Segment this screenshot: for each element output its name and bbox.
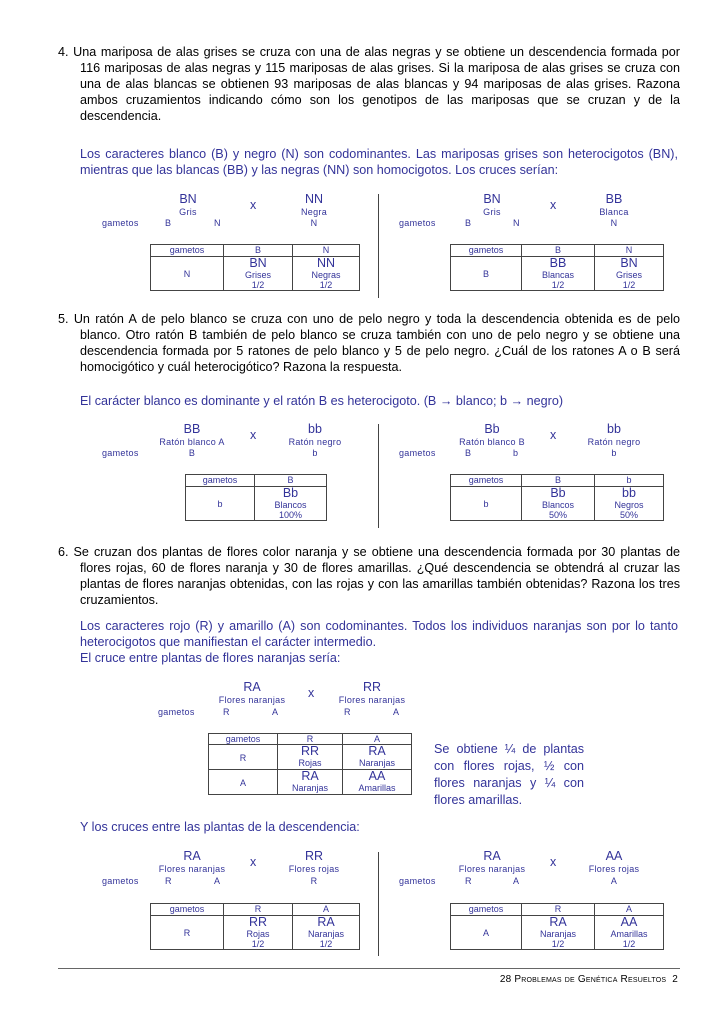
offspring-cell: RA Naranjas 1/2 (522, 916, 595, 950)
cross-symbol: x (250, 855, 257, 869)
offspring-cell: AA Amarillas 1/2 (595, 916, 664, 950)
gamete-row: R (209, 745, 278, 770)
gamete: N (310, 218, 318, 228)
problem-5-statement: 5. Un ratón A de pelo blanco se cruza con uno de pelo negro y toda la descendencia obtenida es de pelo blanco. Otro ratón B también de pelo blanco se cruza también con uno de pelo negro y se obtiene una descendencia formada por 5 ratones de pelo blanco y 5 de pelo negro. ¿Cuál de los ratones A o B será homocigótico y cuál heterocigótico? Razona la respuesta. (58, 312, 680, 374)
parent-genotype: RR (304, 849, 324, 863)
parent-phenotype: Gris (179, 207, 197, 217)
problem-5-answer: El carácter blanco es dominante y el ratón B es heterocigoto. (B → blanco; b → negro) (80, 394, 564, 408)
offspring-cell: Bb Blancos 100% (255, 487, 327, 521)
punnett-square (450, 244, 664, 291)
gamete: N (214, 218, 221, 228)
parent-phenotype: Negra (300, 207, 327, 217)
parent-genotype: RA (183, 849, 201, 863)
gamete-row: b (186, 487, 255, 521)
gametes-header: gametos (186, 475, 255, 487)
punnett-square (450, 903, 664, 950)
gamete-column: R (522, 904, 595, 916)
offspring-cell: RA Naranjas (278, 770, 343, 795)
gamete: R (344, 707, 351, 717)
gametes-header: gametos (451, 245, 522, 257)
gamete: A (513, 876, 520, 886)
gametes-header: gametos (451, 475, 522, 487)
parent-genotype: bb (607, 422, 621, 436)
offspring-cell: BB Blancas 1/2 (522, 257, 595, 291)
gamete: A (393, 707, 400, 717)
cross-symbol: x (250, 428, 257, 442)
gametes-label: gametos (102, 448, 139, 458)
divider (378, 852, 379, 956)
offspring-cell: NN Negras 1/2 (293, 257, 360, 291)
parent-genotype: Bb (484, 422, 500, 436)
gamete-row: A (209, 770, 278, 795)
gametes-header: gametos (209, 734, 278, 745)
gamete: B (188, 448, 196, 458)
parent-phenotype: Ratón negro (587, 437, 641, 447)
gametes-label: gametos (399, 876, 436, 886)
cross-result: Se obtiene ¼ de plantas con flores rojas, ½ con flores naranjas y ¼ con flores amarillas. (434, 742, 584, 807)
gametes-label: gametos (158, 707, 195, 717)
parent-phenotype: Flores naranjas (458, 864, 526, 874)
problem-4-statement: 4. Una mariposa de alas grises se cruza con una de alas negras y se obtiene un descendencia formada por 116 mariposas de alas negras y 115 mariposas de alas grises. Si la mariposa de alas grises se cruza con una de alas blancas se obtienen 93 mariposas de alas blancas y 94 mariposas de alas grises. Razona ambos cruzamientos indicando cómo son los genotipos de las mariposas que se cruzan y de la descendencia. (58, 45, 680, 123)
gamete-column: R (224, 904, 293, 916)
gamete: R (223, 707, 230, 717)
problem-6-answer-2: El cruce entre plantas de flores naranjas sería: (80, 651, 341, 665)
parent-genotype: bb (308, 422, 322, 436)
gamete-row: b (451, 487, 522, 521)
gamete-column: A (293, 904, 360, 916)
parent-genotype: BB (183, 422, 201, 436)
parent-genotype: AA (605, 849, 623, 863)
offspring-cell: RA Naranjas 1/2 (293, 916, 360, 950)
punnett-square (150, 244, 360, 291)
gametes-header: gametos (151, 245, 224, 257)
parent-genotype: RA (483, 849, 501, 863)
gamete-row: A (451, 916, 522, 950)
gamete: A (272, 707, 279, 717)
gamete-column: B (522, 245, 595, 257)
parent-phenotype: Ratón blanco A (159, 437, 225, 447)
gamete: R (165, 876, 172, 886)
parent-genotype: RA (243, 680, 261, 694)
cross-symbol: x (550, 428, 557, 442)
gamete-column: b (595, 475, 664, 487)
offspring-cell: RA Naranjas (343, 745, 412, 770)
parent-phenotype: Ratón blanco B (459, 437, 525, 447)
gamete: B (465, 218, 472, 228)
gamete: A (214, 876, 221, 886)
divider (378, 424, 379, 528)
gametes-header: gametos (151, 904, 224, 916)
parent-phenotype: Ratón negro (288, 437, 342, 447)
parent-genotype: BN (483, 192, 501, 206)
gamete-column: A (595, 904, 664, 916)
offspring-cell: BN Grises 1/2 (595, 257, 664, 291)
footer-title: 28 Problemas de Genética Resueltos (499, 974, 667, 985)
punnett-square (150, 903, 360, 950)
parent-genotype: BN (179, 192, 197, 206)
gamete-row: N (151, 257, 224, 291)
gamete-column: N (293, 245, 360, 257)
parent-phenotype: Flores rojas (588, 864, 640, 874)
parent-phenotype: Flores rojas (288, 864, 340, 874)
gamete: N (610, 218, 618, 228)
gamete-row: B (451, 257, 522, 291)
punnett-square (208, 733, 412, 795)
gamete: b (312, 448, 318, 458)
gamete: b (611, 448, 617, 458)
gamete: R (310, 876, 318, 886)
page-number: 2 (672, 974, 678, 985)
cross-symbol: x (250, 198, 257, 212)
parent-phenotype: Flores naranjas (338, 695, 406, 705)
punnett-square (185, 474, 327, 521)
gamete: R (465, 876, 472, 886)
gamete-column: B (522, 475, 595, 487)
gamete: A (610, 876, 618, 886)
page-footer (500, 974, 678, 985)
cross-symbol: x (550, 198, 557, 212)
offspring-cell: RR Rojas 1/2 (224, 916, 293, 950)
gamete: B (465, 448, 472, 458)
offspring-cell: AA Amarillas (343, 770, 412, 795)
parent-genotype: RR (362, 680, 382, 694)
gamete-column: A (343, 734, 412, 745)
offspring-cell: BN Grises 1/2 (224, 257, 293, 291)
parent-phenotype: Flores naranjas (158, 864, 226, 874)
gamete-column: N (595, 245, 664, 257)
cross-symbol: x (308, 686, 315, 700)
gametes-label: gametos (102, 218, 139, 228)
cross-symbol: x (550, 855, 557, 869)
offspring-cell: bb Negros 50% (595, 487, 664, 521)
parent-phenotype: Gris (483, 207, 501, 217)
gamete: B (165, 218, 172, 228)
problem-6-statement: 6. Se cruzan dos plantas de flores color naranja y se obtiene una descendencia formada por 30 plantas de flores rojas, 60 de flores naranja y 30 de flores amarillas. ¿Qué descendencia se obtendrá al cruzar las plantas de flores naranjas obtenidas, con las rojas y con las amarillas también obtenidas? Razona los tres cruzamientos. (58, 545, 680, 607)
gamete-row: R (151, 916, 224, 950)
gamete: N (513, 218, 520, 228)
parent-phenotype: Flores naranjas (218, 695, 286, 705)
offspring-cell: Bb Blancos 50% (522, 487, 595, 521)
problem-6-answer: Los caracteres rojo (R) y amarillo (A) son codominantes. Todos los individuos naranjas son por lo tanto heterocigotos que manifiestan el carácter intermedio. (80, 619, 678, 649)
problem-6-answer-3: Y los cruces entre las plantas de la descendencia: (80, 820, 360, 834)
gametes-label: gametos (399, 218, 436, 228)
gamete-column: B (255, 475, 327, 487)
footer-rule (58, 968, 680, 969)
punnett-square (450, 474, 664, 521)
parent-genotype: NN (304, 192, 324, 206)
problem-4-answer: Los caracteres blanco (B) y negro (N) son codominantes. Las mariposas grises son heterocigotos (BN), mientras que las blancas (BB) y las negras (NN) son homocigotos. Los cruces serían: (80, 147, 678, 177)
gametes-label: gametos (399, 448, 436, 458)
gametes-header: gametos (451, 904, 522, 916)
parent-genotype: BB (605, 192, 623, 206)
gamete-column: R (278, 734, 343, 745)
gamete: b (513, 448, 519, 458)
divider (378, 194, 379, 298)
gametes-label: gametos (102, 876, 139, 886)
gamete-column: B (224, 245, 293, 257)
offspring-cell: RR Rojas (278, 745, 343, 770)
parent-phenotype: Blanca (599, 207, 629, 217)
